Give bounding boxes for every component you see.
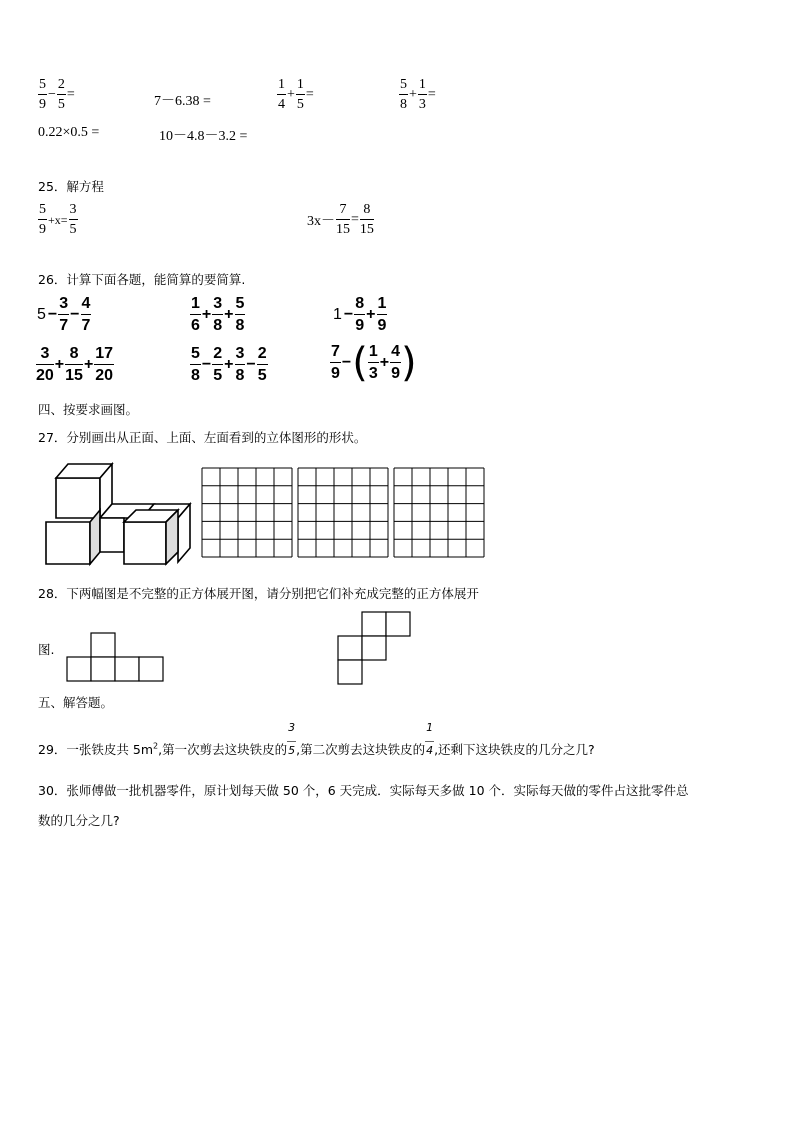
q26-problem-5: $\frac{5}{8}$ − $\frac{2}{5}$ + $\frac{3}{8}$ − $\frac{2}{5}$	[191, 345, 267, 384]
calc-1-4: $\frac{5}{8}$ + $\frac{1}{3}$ =	[400, 77, 436, 112]
drawing-grid-left[interactable]	[393, 467, 485, 558]
drawing-grid-front[interactable]	[201, 467, 293, 558]
q25-title: 25．解方程	[38, 179, 104, 194]
net-figure-1	[66, 632, 166, 682]
drawing-grid-top[interactable]	[297, 467, 389, 558]
section-4-heading: 四、按要求画图。	[38, 402, 139, 417]
q26-problem-3: 1 − $\frac{8}{9}$ + $\frac{1}{9}$	[333, 295, 387, 334]
q28-text-cont: 图.	[38, 642, 55, 657]
calc-1-2: 7－6.38 =	[154, 94, 211, 109]
net-figure-2	[337, 611, 413, 687]
q28-text: 28．下两幅图是不完整的正方体展开图，请分别把它们补充成完整的正方体展开	[38, 586, 479, 601]
q26-problem-2: $\frac{1}{6}$ + $\frac{3}{8}$ + $\frac{5}{8}$	[191, 295, 245, 334]
calc-1-3: $\frac{1}{4}$ + $\frac{1}{5}$ =	[278, 77, 314, 112]
calc-1-1: $\frac{5}{9}$ − $\frac{2}{5}$ =	[39, 77, 75, 112]
q25-eq2: 3x－ $\frac{7}{15}$ = $\frac{8}{15}$	[307, 202, 374, 237]
cube-solid-figure	[44, 460, 196, 570]
q25-eq1: $\frac{5}{9}$ +x= $\frac{3}{5}$	[39, 202, 77, 237]
section-5-heading: 五、解答题。	[38, 695, 114, 710]
calc-2-1: 0.22×0.5 =	[38, 125, 100, 140]
calc-2-2: 10－4.8－3.2 =	[159, 129, 248, 144]
q30-line-2: 数的几分之几?	[38, 813, 120, 828]
q26-problem-1: 5 − $\frac{3}{7}$ − $\frac{4}{7}$	[37, 295, 91, 334]
q27-text: 27．分别画出从正面、上面、左面看到的立体图形的形状。	[38, 430, 367, 445]
q29-text: 29．一张铁皮共 $5m^2$,第一次剪去这块铁皮的 $\frac{3}{5}$ ,第二次剪去这块铁皮的 $\frac{1}{4}$ ,还剩下这块铁皮的几分之几?	[38, 721, 595, 757]
q26-title: 26．计算下面各题，能简算的要简算.	[38, 272, 246, 287]
q30-line-1: 30．张师傅做一批机器零件，原计划每天做 50 个，6 天完成．实际每天多做 10 个．实际每天做的零件占这批零件总	[38, 783, 689, 798]
q26-problem-4: $\frac{3}{20}$ + $\frac{8}{15}$ + $\frac{17}{20}$	[36, 345, 114, 384]
q26-problem-6: $\frac{7}{9}$ −( $\frac{1}{3}$ + $\frac{4}{9}$ )	[331, 340, 417, 386]
